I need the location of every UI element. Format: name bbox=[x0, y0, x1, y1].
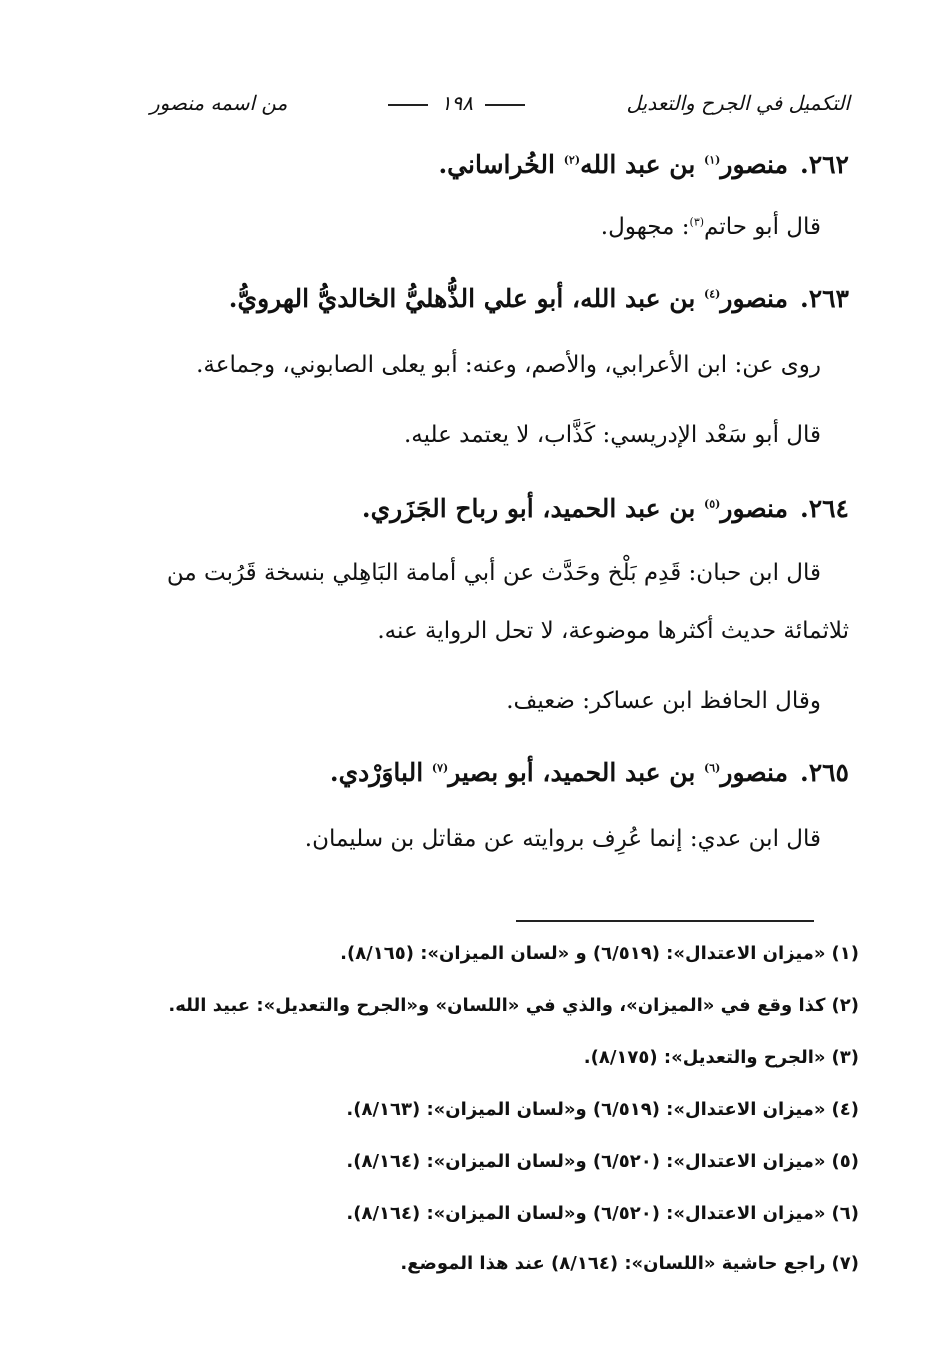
entry-text bbox=[601, 214, 821, 240]
footnote-separator bbox=[516, 920, 814, 922]
running-head-title: التكميل في الجرح والتعديل bbox=[626, 91, 850, 115]
entry-name-rest: بن عبد الله bbox=[580, 150, 696, 179]
entry-name: منصور bbox=[720, 758, 788, 787]
entry-text: قال ابن عدي: إنما عُرِف بروايته عن مقاتل بن سليمان. bbox=[304, 826, 821, 852]
footnote bbox=[168, 995, 859, 1016]
footnote-text: كذا وقع في «الميزان»، والذي في «اللسان» و«الجرح والتعديل»: عبيد الله. bbox=[168, 995, 826, 1016]
footnote-number: (٦) bbox=[831, 1203, 859, 1224]
footnote bbox=[346, 1203, 859, 1224]
footnote-text: «ميزان الاعتدال»: (٦/٥١٩) و«لسان الميزان»: (٨/١٦٣). bbox=[346, 1099, 826, 1120]
entry-name-rest: بن عبد الحميد، أبو رباح الجَزَري. bbox=[361, 494, 696, 523]
entry-text: وقال الحافظ ابن عساكر: ضعيف. bbox=[506, 688, 821, 714]
entry-name-rest: الباوَرْدي. bbox=[329, 758, 424, 787]
footnote-number: (٧) bbox=[831, 1253, 859, 1274]
footnote-number: (٣) bbox=[831, 1047, 859, 1068]
footnote-ref: (٣) bbox=[689, 215, 705, 229]
footnote bbox=[584, 1047, 859, 1068]
running-head-rule bbox=[485, 104, 525, 106]
entry-heading bbox=[438, 150, 849, 179]
footnote-ref: (٧) bbox=[431, 761, 449, 775]
footnote bbox=[340, 943, 859, 964]
entry-heading bbox=[330, 758, 849, 787]
entry-name: منصور bbox=[720, 494, 788, 523]
text-part: قال أبو حاتم bbox=[704, 214, 821, 240]
footnote-text: راجع حاشية «اللسان»: (٨/١٦٤) عند هذا الموضع. bbox=[400, 1253, 826, 1274]
entry-name: منصور bbox=[720, 284, 788, 313]
running-head-section: من اسمه منصور bbox=[150, 91, 288, 115]
footnote-number: (١) bbox=[831, 943, 859, 964]
footnote bbox=[346, 1099, 859, 1120]
entry-number: ٢٦٣. bbox=[799, 284, 849, 313]
entry-heading bbox=[229, 284, 849, 313]
running-head-center bbox=[382, 91, 531, 115]
running-head-rule bbox=[388, 104, 428, 106]
footnote-text: «ميزان الاعتدال»: (٦/٥١٩) و «لسان الميزان»: (٨/١٦٥). bbox=[340, 943, 826, 964]
entry-heading bbox=[362, 494, 849, 523]
footnote-ref: (٤) bbox=[704, 287, 721, 301]
running-head bbox=[150, 88, 850, 118]
footnote-ref: (١) bbox=[704, 153, 721, 167]
footnote-text: «الجرح والتعديل»: (٨/١٧٥). bbox=[583, 1047, 826, 1068]
footnote-ref: (٥) bbox=[704, 497, 721, 511]
footnote-number: (٢) bbox=[831, 995, 859, 1016]
entry-number: ٢٦٢. bbox=[799, 150, 849, 179]
entry-name: منصور bbox=[720, 150, 788, 179]
footnote bbox=[400, 1253, 859, 1274]
entry-text: ثلاثمائة حديث أكثرها موضوعة، لا تحل الرواية عنه. bbox=[377, 618, 849, 644]
text-part: : مجهول. bbox=[600, 214, 690, 240]
entry-text: روى عن: ابن الأعرابي، والأصم، وعنه: أبو يعلى الصابوني، وجماعة. bbox=[196, 352, 821, 378]
entry-text: قال ابن حبان: قَدِم بَلْخ وحَدَّث عن أبي أمامة البَاهِلي بنسخة قَرُبت من bbox=[166, 560, 821, 586]
entry-name-rest: بن عبد الله، أبو علي الذُّهليُّ الخالديُّ الهرويُّ. bbox=[228, 284, 696, 313]
footnote-number: (٥) bbox=[831, 1151, 859, 1172]
entry-name-rest: بن عبد الحميد، أبو بصير bbox=[448, 758, 696, 787]
footnote-ref: (٢) bbox=[563, 153, 581, 167]
page-number: ١٩٨ bbox=[440, 91, 474, 115]
entry-number: ٢٦٥. bbox=[799, 758, 849, 787]
footnote-text: «ميزان الاعتدال»: (٦/٥٢٠) و«لسان الميزان»: (٨/١٦٤). bbox=[346, 1151, 826, 1172]
footnote-text: «ميزان الاعتدال»: (٦/٥٢٠) و«لسان الميزان»: (٨/١٦٤). bbox=[346, 1203, 826, 1224]
footnote bbox=[346, 1151, 859, 1172]
footnote-ref: (٦) bbox=[704, 761, 721, 775]
entry-name-rest: الخُراساني. bbox=[438, 150, 555, 179]
footnote-number: (٤) bbox=[831, 1099, 859, 1120]
entry-number: ٢٦٤. bbox=[799, 494, 849, 523]
entry-text: قال أبو سَعْد الإدريسي: كَذَّاب، لا يعتمد عليه. bbox=[403, 422, 821, 448]
